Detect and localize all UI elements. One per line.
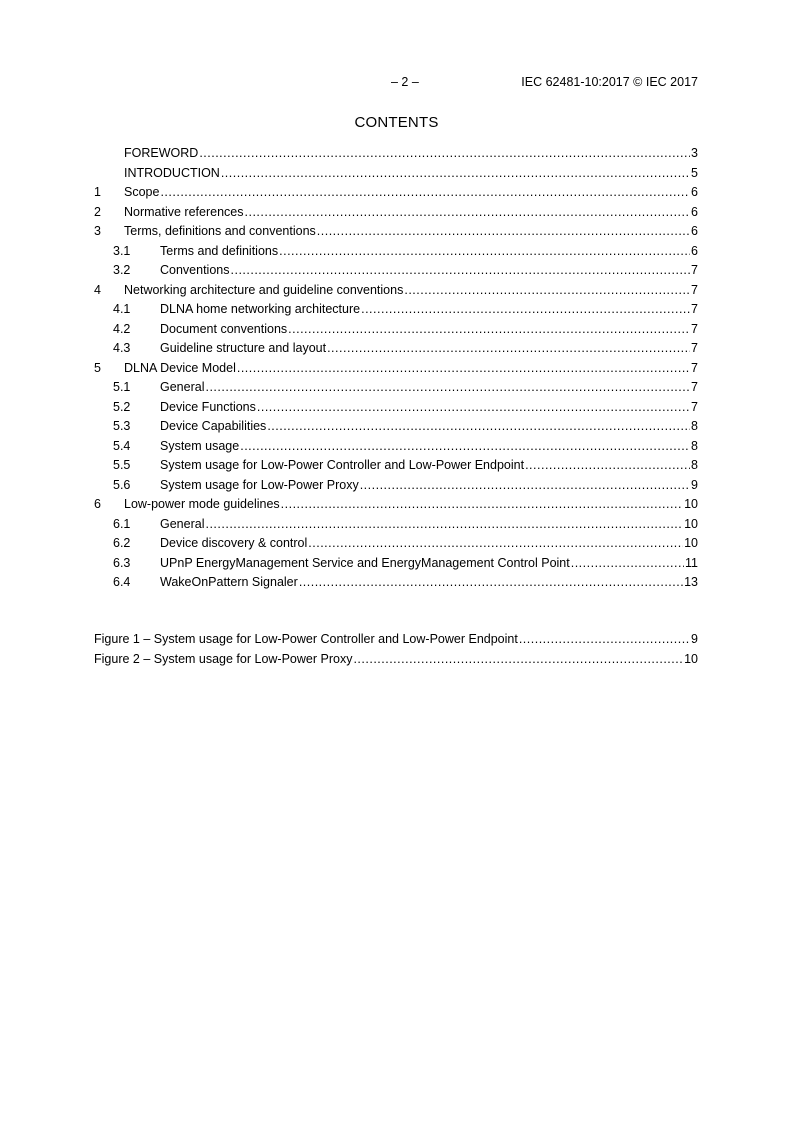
toc-entry-number: 4.3 [113, 341, 131, 355]
toc-entry-page: 7 [691, 380, 698, 394]
dot-leader [245, 204, 691, 220]
toc-entry-title: INTRODUCTION [124, 165, 220, 180]
figure-entry[interactable] [94, 651, 698, 671]
toc-entry-number: 4.2 [113, 321, 131, 336]
toc-entry-title: DLNA home networking architecture [160, 302, 361, 316]
toc-entry-title: Device Functions [160, 399, 256, 414]
dot-leader [281, 496, 683, 512]
toc-entry-title: System usage for Low-Power Proxy [160, 477, 359, 492]
dot-leader [160, 184, 690, 200]
dot-leader [199, 145, 690, 161]
toc-entry[interactable] [94, 165, 698, 185]
toc-entry-title: System usage for Low-Power Controller and Low-Power Endpoint [160, 458, 525, 472]
toc-entry-number: 5.4 [113, 438, 131, 453]
toc-entry-title: General [160, 380, 205, 394]
toc-entry[interactable] [94, 477, 698, 497]
toc-entry-page: 10 [684, 516, 698, 531]
dot-leader [257, 399, 690, 415]
figure-entry[interactable] [94, 631, 698, 651]
dot-leader [353, 651, 683, 667]
dot-leader [327, 340, 690, 356]
document-reference: IEC 62481-10:2017 © IEC 2017 [521, 75, 698, 89]
dot-leader [288, 321, 690, 337]
toc-entry[interactable] [94, 204, 698, 224]
dot-leader [404, 282, 690, 298]
toc-entry-page: 6 [691, 204, 698, 219]
toc-entry-page: 8 [691, 438, 698, 453]
toc-entry[interactable] [94, 399, 698, 419]
toc-entry-title: Terms and definitions [160, 243, 279, 258]
toc-entry-number: 6.3 [113, 555, 131, 570]
toc-entry-number: 6.4 [113, 575, 131, 589]
toc-entry-title: DLNA Device Model [124, 360, 236, 375]
toc-entry-page: 7 [691, 263, 698, 277]
dot-leader [231, 262, 691, 278]
dot-leader [221, 165, 690, 181]
toc-entry-page: 10 [684, 497, 698, 511]
dot-leader [267, 418, 690, 434]
toc-entry-page: 7 [691, 321, 698, 336]
dot-leader [519, 631, 690, 647]
toc-entry-title: Device Capabilities [160, 419, 267, 433]
toc-entry[interactable] [94, 184, 698, 204]
toc-entry-number: 5 [94, 360, 101, 375]
dot-leader [571, 555, 684, 571]
toc-entry-title: Conventions [160, 263, 230, 277]
toc-entry-page: 10 [684, 651, 698, 666]
toc-entry-page: 7 [691, 399, 698, 414]
toc-entry-number: 4 [94, 282, 101, 297]
toc-entry-title: Networking architecture and guideline conventions [124, 282, 404, 297]
toc-entry-page: 13 [684, 575, 698, 589]
toc-entry-number: 3.1 [113, 243, 131, 258]
dot-leader [525, 457, 690, 473]
dot-leader [205, 379, 690, 395]
toc-entry-page: 11 [685, 555, 698, 570]
toc-entry[interactable] [94, 340, 698, 360]
contents-title: CONTENTS [354, 114, 439, 131]
toc-entry-number: 5.3 [113, 419, 131, 433]
dot-leader [361, 301, 690, 317]
toc-entry[interactable] [94, 555, 698, 575]
toc-entry-page: 9 [691, 477, 698, 492]
toc-entry-title: WakeOnPattern Signaler [160, 575, 298, 589]
toc-entry-number: 5.1 [113, 380, 131, 394]
toc-entry-title: Device discovery & control [160, 536, 308, 550]
toc-entry[interactable] [94, 496, 698, 516]
dot-leader [360, 477, 690, 493]
dot-leader [299, 574, 683, 590]
toc-entry-page: 8 [691, 419, 698, 433]
toc-entry-title: Figure 2 – System usage for Low-Power Proxy [94, 651, 353, 666]
toc-entry-page: 7 [691, 302, 698, 316]
toc-entry-number: 3 [94, 224, 101, 238]
toc-entry[interactable] [94, 321, 698, 341]
toc-entry-number: 6 [94, 497, 101, 511]
dot-leader [205, 516, 683, 532]
toc-entry[interactable] [94, 262, 698, 282]
toc-entry[interactable] [94, 360, 698, 380]
dot-leader [308, 535, 683, 551]
toc-entry[interactable] [94, 516, 698, 536]
dot-leader [317, 223, 690, 239]
toc-entry[interactable] [94, 301, 698, 321]
toc-entry-page: 5 [691, 165, 698, 180]
table-of-contents [94, 145, 698, 594]
toc-entry-page: 6 [691, 185, 698, 199]
list-of-figures [94, 631, 698, 670]
toc-entry-number: 6.2 [113, 536, 131, 550]
dot-leader [279, 243, 690, 259]
page-number: – 2 – [391, 75, 419, 89]
toc-entry[interactable] [94, 145, 698, 165]
toc-entry-title: Figure 1 – System usage for Low-Power Controller and Low-Power Endpoint [94, 632, 518, 646]
toc-entry-title: UPnP EnergyManagement Service and EnergyManagement Control Point [160, 555, 570, 570]
toc-entry-page: 7 [691, 282, 698, 297]
toc-entry-page: 7 [691, 360, 698, 375]
toc-entry-title: Low-power mode guidelines [124, 497, 280, 511]
toc-entry-page: 6 [691, 224, 698, 238]
toc-entry-number: 2 [94, 204, 101, 219]
toc-entry-page: 8 [691, 458, 698, 472]
toc-entry-title: Document conventions [160, 321, 288, 336]
toc-entry-number: 5.2 [113, 399, 131, 414]
toc-entry[interactable] [94, 379, 698, 399]
dot-leader [237, 360, 690, 376]
toc-entry[interactable] [94, 418, 698, 438]
toc-entry-page: 7 [691, 341, 698, 355]
toc-entry-page: 10 [684, 536, 698, 550]
toc-entry-page: 6 [691, 243, 698, 258]
toc-entry-number: 1 [94, 185, 101, 199]
toc-entry-title: System usage [160, 438, 240, 453]
dot-leader [240, 438, 690, 454]
toc-entry[interactable] [94, 223, 698, 243]
toc-entry-title: FOREWORD [124, 146, 199, 160]
toc-entry-page: 3 [691, 146, 698, 160]
toc-entry-number: 3.2 [113, 263, 131, 277]
toc-entry[interactable] [94, 535, 698, 555]
toc-entry[interactable] [94, 574, 698, 594]
toc-entry-number: 5.5 [113, 458, 131, 472]
toc-entry-number: 6.1 [113, 516, 131, 531]
toc-entry-title: Normative references [124, 204, 244, 219]
toc-entry[interactable] [94, 457, 698, 477]
toc-entry-title: General [160, 516, 205, 531]
toc-entry[interactable] [94, 282, 698, 302]
toc-entry-number: 4.1 [113, 302, 131, 316]
toc-entry-number: 5.6 [113, 477, 131, 492]
toc-entry[interactable] [94, 438, 698, 458]
toc-entry-page: 9 [691, 632, 698, 646]
toc-entry-title: Guideline structure and layout [160, 341, 327, 355]
toc-entry[interactable] [94, 243, 698, 263]
toc-entry-title: Terms, definitions and conventions [124, 224, 316, 238]
page-header [94, 75, 698, 91]
toc-entry-title: Scope [124, 185, 160, 199]
